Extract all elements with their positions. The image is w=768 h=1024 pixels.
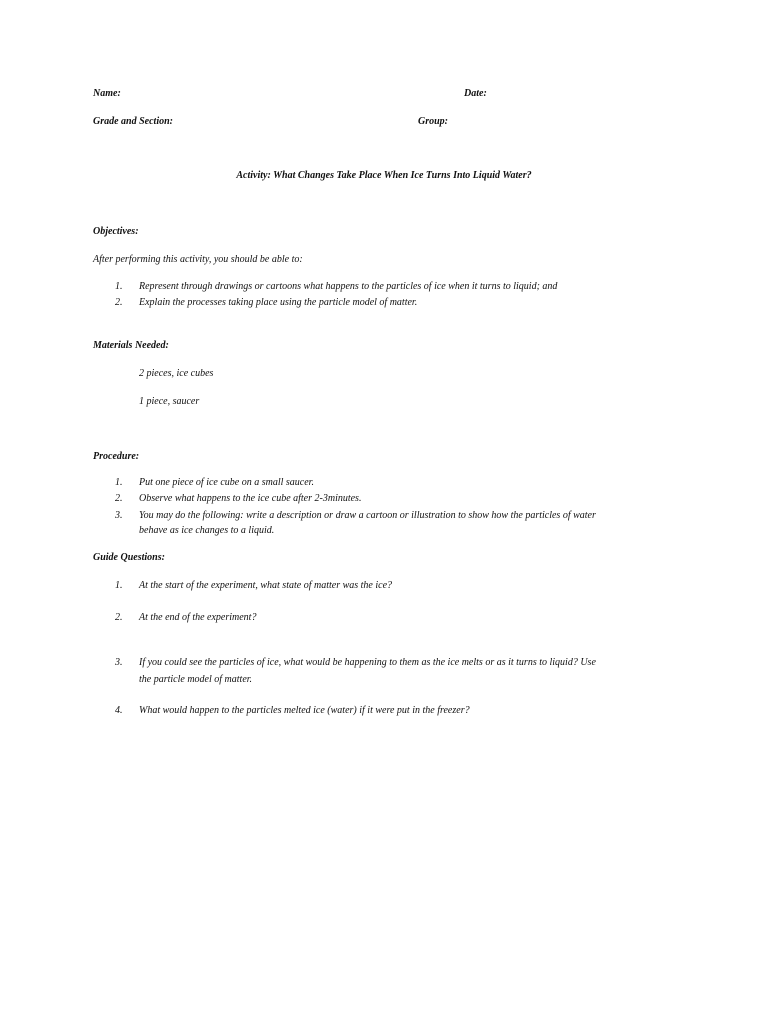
objective-number: 2. <box>115 297 123 308</box>
guide-questions-heading: Guide Questions: <box>93 552 165 563</box>
name-label: Name: <box>93 88 121 99</box>
procedure-item-continued: behave as ice changes to a liquid. <box>139 525 275 536</box>
procedure-number: 2. <box>115 493 123 504</box>
group-label: Group: <box>418 116 449 127</box>
objectives-heading: Objectives: <box>93 226 139 237</box>
procedure-item: Observe what happens to the ice cube after 2-3minutes. <box>139 493 362 504</box>
question-number: 4. <box>115 705 123 716</box>
procedure-heading: Procedure: <box>93 451 140 462</box>
question-item-continued: the particle model of matter. <box>139 674 253 685</box>
question-item: If you could see the particles of ice, what would be happening to them as the ice melts or as it turns to liquid? Use <box>139 657 596 668</box>
procedure-number: 3. <box>115 510 123 521</box>
objectives-intro: After performing this activity, you should be able to: <box>93 254 303 265</box>
question-item: At the end of the experiment? <box>139 612 257 623</box>
procedure-number: 1. <box>115 477 123 488</box>
procedure-item: Put one piece of ice cube on a small saucer. <box>139 477 314 488</box>
objective-item: Explain the processes taking place using the particle model of matter. <box>139 297 418 308</box>
question-number: 2. <box>115 612 123 623</box>
question-number: 3. <box>115 657 123 668</box>
grade-section-label: Grade and Section: <box>93 116 173 127</box>
material-item: 1 piece, saucer <box>139 396 200 407</box>
material-item: 2 pieces, ice cubes <box>139 368 214 379</box>
objective-number: 1. <box>115 281 123 292</box>
question-item: What would happen to the particles melted ice (water) if it were put in the freezer? <box>139 705 470 716</box>
activity-title: Activity: What Changes Take Place When Ice Turns Into Liquid Water? <box>236 170 532 181</box>
date-label: Date: <box>464 88 487 99</box>
materials-heading: Materials Needed: <box>93 340 169 351</box>
question-number: 1. <box>115 580 123 591</box>
objective-item: Represent through drawings or cartoons what happens to the particles of ice when it turns to liquid; and <box>139 281 558 292</box>
procedure-item: You may do the following: write a description or draw a cartoon or illustration to show how the particles of water <box>139 510 596 521</box>
question-item: At the start of the experiment, what state of matter was the ice? <box>139 580 393 591</box>
